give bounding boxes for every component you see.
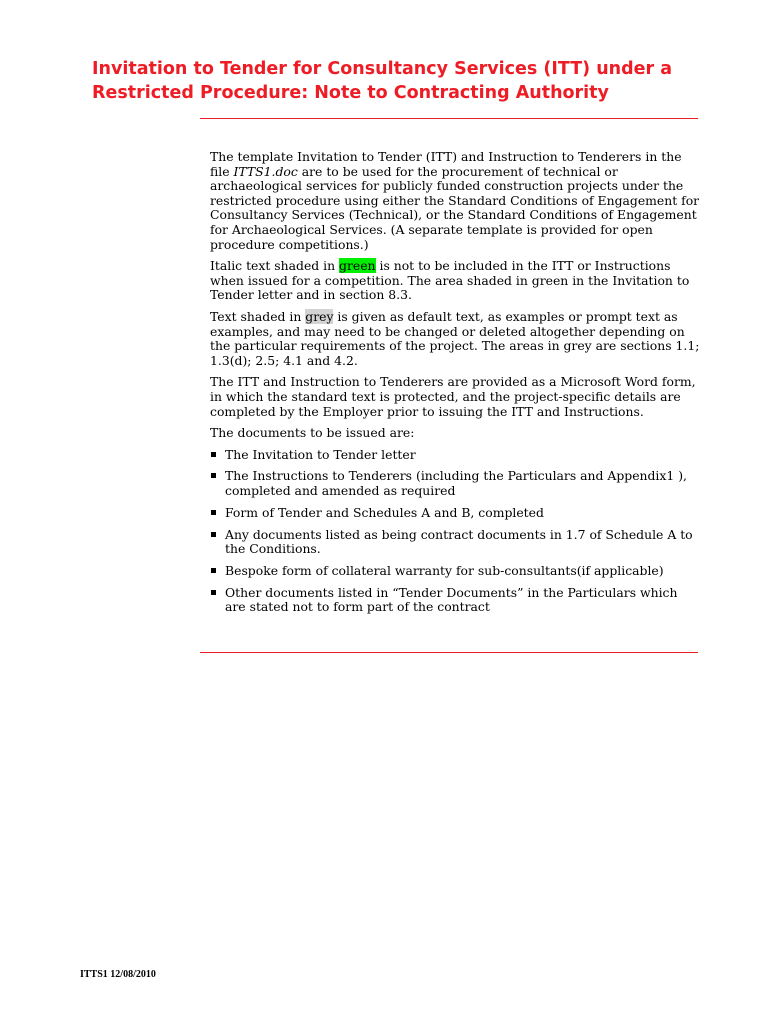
list-item <box>210 506 702 521</box>
grey-note-paragraph <box>210 310 702 368</box>
list-item-text: Other documents listed in “Tender Documents” in the Particulars which are stated not to form part of the contract <box>225 584 678 615</box>
grey-highlight: grey <box>305 308 334 324</box>
bullet-icon <box>211 473 216 478</box>
intro-paragraph <box>210 150 702 252</box>
list-item-text: The Invitation to Tender letter <box>225 446 416 462</box>
list-item-text: Form of Tender and Schedules A and B, completed <box>225 504 544 520</box>
green-note-text: Italic text shaded in <box>210 258 340 274</box>
list-item <box>210 564 702 579</box>
list-item-text: The Instructions to Tenderers (including the Particulars and Appendix1 ), completed and amended as required <box>225 468 687 499</box>
list-item <box>210 586 702 615</box>
bullet-icon <box>211 568 216 573</box>
intro-text-rest: are to be used for the procurement of technical or archaeological services for publicly funded construction projects under the restricted procedure using either the Standard Conditions of Engagement for Consultancy Services (Technical), or the Standard Conditions of Engagement for Archaeological Services. (A separate template is provided for open procedure competitions.) <box>210 163 700 252</box>
file-name: ITTS1.doc <box>233 163 298 179</box>
documents-intro: The documents to be issued are: <box>210 425 415 441</box>
green-note-text-rest: is not to be included in the ITT or Instructions when issued for a competition. The area shaded in green in the Invitation to Tender letter and in section 8.3. <box>210 258 690 303</box>
list-item <box>210 448 702 463</box>
bottom-divider <box>200 652 698 653</box>
document-title: Invitation to Tender for Consultancy Services (ITT) under a Restricted Procedure: Note to Contracting Authority <box>92 59 673 103</box>
documents-list <box>210 448 702 615</box>
grey-note-text-rest: is given as default text, as examples or prompt text as examples, and may need to be changed or deleted altogether depending on the particular requirements of the project. The areas in grey are sections 1.1; 1.3(d); 2.5; 4.1 and 4.2. <box>210 308 700 368</box>
bullet-icon <box>211 532 216 537</box>
document-body <box>210 150 702 622</box>
list-item <box>210 469 702 498</box>
top-divider <box>200 118 698 119</box>
grey-note-text: Text shaded in <box>210 308 306 324</box>
list-item-text: Bespoke form of collateral warranty for sub-consultants(if applicable) <box>225 563 664 578</box>
list-item <box>210 528 702 557</box>
intro-text: The template Invitation to Tender (ITT) and Instruction to Tenderers in the file <box>210 149 682 179</box>
bullet-icon <box>211 452 216 457</box>
page-footer: ITTS1 12/08/2010 <box>80 969 156 980</box>
bullet-icon <box>211 510 216 515</box>
green-highlight: green <box>339 258 376 274</box>
bullet-icon <box>211 590 216 595</box>
green-note-paragraph <box>210 259 702 303</box>
list-item-text: Any documents listed as being contract documents in 1.7 of Schedule A to the Conditions. <box>225 526 693 557</box>
word-form-paragraph: The ITT and Instruction to Tenderers are provided as a Microsoft Word form, in which the standard text is protected, and the project-specific details are completed by the Employer prior to issuing the ITT and Instructions. <box>210 374 696 419</box>
